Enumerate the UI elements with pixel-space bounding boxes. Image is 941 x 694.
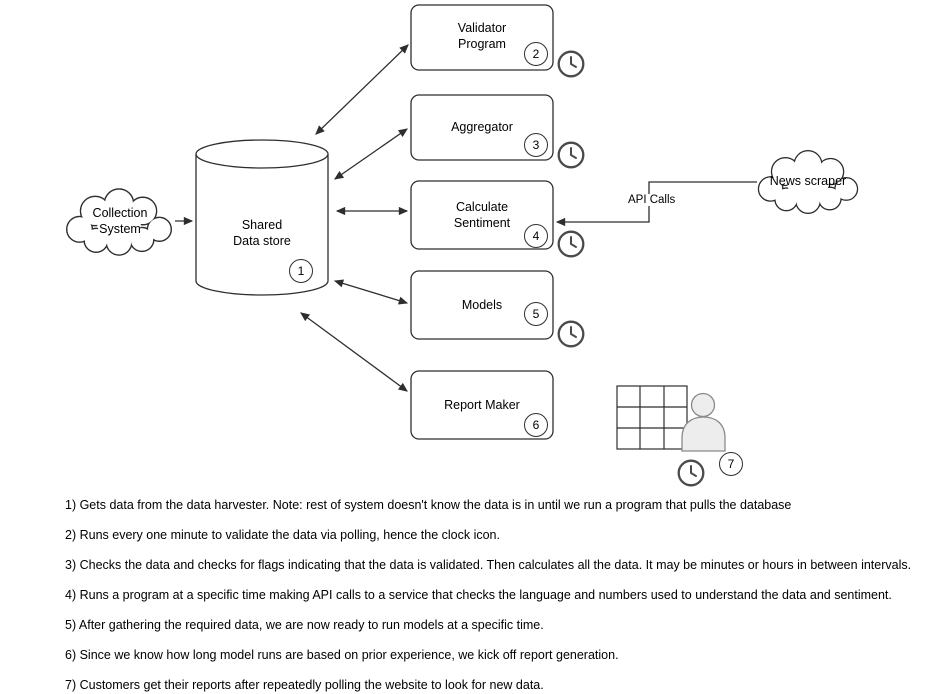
step-badge-6: 6 — [524, 413, 548, 437]
step-badge-3: 3 — [524, 133, 548, 157]
arrow-store-aggregator — [335, 129, 407, 179]
report-table-icon — [617, 386, 687, 449]
arrow-store-models — [335, 281, 407, 303]
models-label: Models — [461, 298, 503, 312]
person-icon — [682, 394, 725, 452]
api-calls-label: API Calls — [628, 194, 676, 206]
notes-list — [65, 498, 912, 692]
arrow-store-report — [301, 313, 407, 391]
note-line-4: 4) Runs a program at a specific time making API calls to a service that checks the language and numbers used to understand the data and sentiment. — [65, 588, 892, 602]
step-badge-2: 2 — [524, 42, 548, 66]
clock-icon-customer — [679, 461, 704, 486]
collection-system-cloud — [67, 189, 172, 255]
clock-icon-validator — [559, 52, 584, 77]
clock-icon-sentiment — [559, 232, 584, 257]
shared-data-store-label: Shared Data store — [233, 218, 291, 249]
collection-system-label: Collection System — [92, 206, 148, 237]
note-line-5: 5) After gathering the required data, we are now ready to run models at a specific time. — [65, 618, 544, 632]
step-badge-5: 5 — [524, 302, 548, 326]
report-maker-label: Report Maker — [444, 398, 520, 412]
note-line-6: 6) Since we know how long model runs are based on prior experience, we kick off report generation. — [65, 648, 619, 662]
aggregator-label: Aggregator — [451, 120, 513, 134]
calculate-sentiment-label: Calculate Sentiment — [453, 200, 511, 231]
news-scraper-cloud — [759, 151, 858, 214]
step-badge-7: 7 — [719, 452, 743, 476]
note-line-1: 1) Gets data from the data harvester. Note: rest of system doesn't know the data is in until we run a program that pulls the database — [65, 498, 792, 512]
clock-icon-models — [559, 322, 584, 347]
note-line-3: 3) Checks the data and checks for flags indicating that the data is validated. Then calculates all the data. It may be minutes or hours in between intervals. — [65, 558, 912, 572]
validator-program-label: Validator Program — [457, 21, 507, 52]
clock-icon-aggregator — [559, 143, 584, 168]
step-badge-1: 1 — [289, 259, 313, 283]
step-badge-4: 4 — [524, 224, 548, 248]
note-line-7: 7) Customers get their reports after repeatedly polling the website to look for new data. — [65, 678, 544, 692]
arrow-store-validator — [316, 45, 408, 134]
note-line-2: 2) Runs every one minute to validate the data via polling, hence the clock icon. — [65, 528, 500, 542]
news-scraper-label: News scraper — [769, 174, 847, 188]
